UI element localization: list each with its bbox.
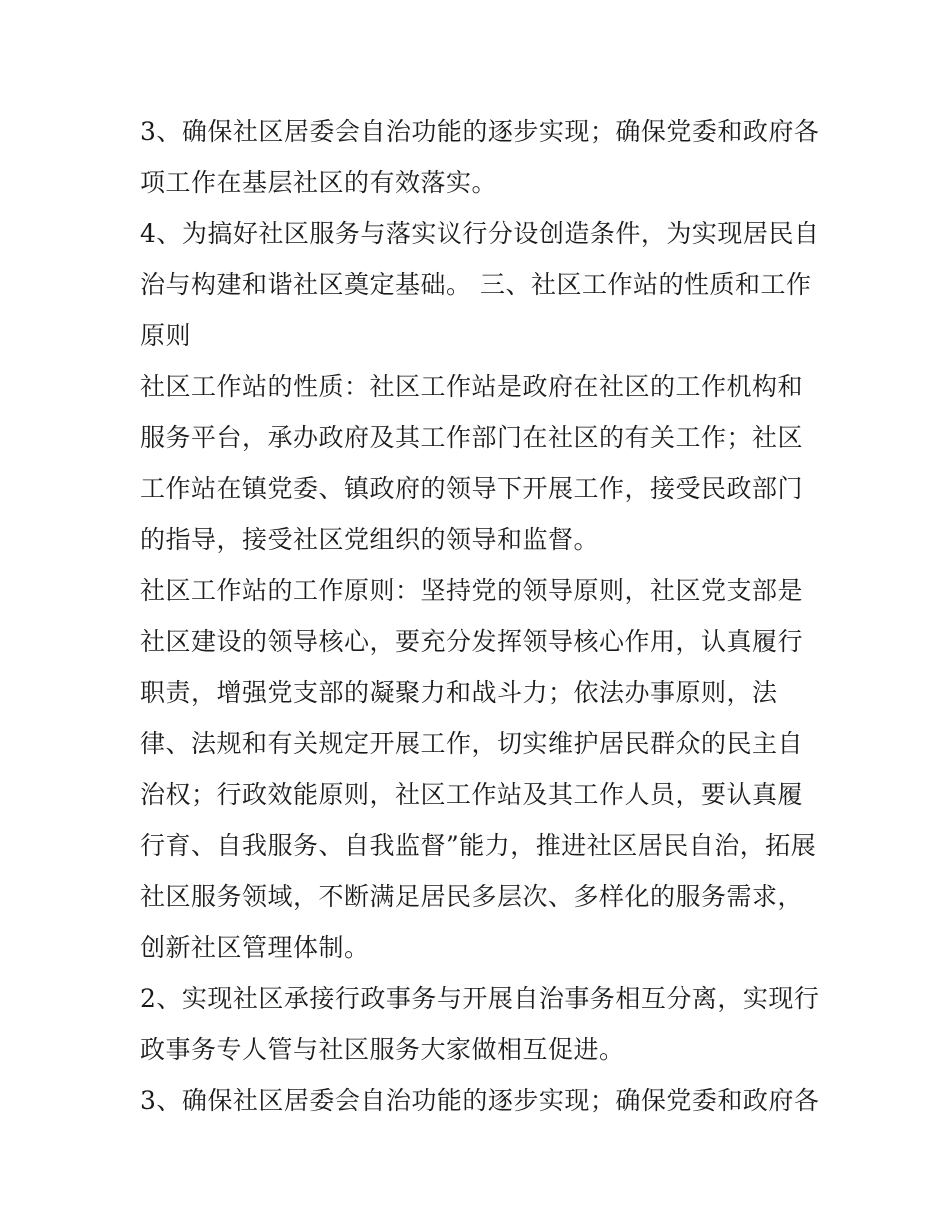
paragraph-3: 社区工作站的性质：社区工作站是政府在社区的工作机构和服务平台，承办政府及其工作部门在社区的有关工作；社区工作站在镇党委、镇政府的领导下开展工作，接受民政部门的指导，接受社区党组织的领导和监督。: [140, 372, 804, 554]
paragraph-4: 社区工作站的工作原则：坚持党的领导原则，社区党支部是社区建设的领导核心，要充分发挥领导核心作用，认真履行职责，增强党支部的凝聚力和战斗力；依法办事原则，法律、法规和有关规定开展工作，切实维护居民群众的民主自治权；行政效能原则，社区工作站及其工作人员，要认真履行育、自我服务、自我监督”能力，推进社区居民自治，拓展社区服务领域，不断满足居民多层次、多样化的服务需求，创新社区管理体制。: [140, 576, 817, 962]
paragraph-1: 3、确保社区居委会自治功能的逐步实现；确保党委和政府各项工作在基层社区的有效落实。: [140, 117, 820, 197]
document-body: [140, 106, 820, 1126]
paragraph-5: 2、实现社区承接行政事务与开展自治事务相互分离，实现行政事务专人管与社区服务大家做相互促进。: [140, 984, 820, 1064]
paragraph-6: 3、确保社区居委会自治功能的逐步实现；确保党委和政府各: [140, 1086, 820, 1115]
paragraph-2: 4、为搞好社区服务与落实议行分设创造条件，为实现居民自治与构建和谐社区奠定基础。 三、社区工作站的性质和工作原则: [140, 219, 820, 350]
